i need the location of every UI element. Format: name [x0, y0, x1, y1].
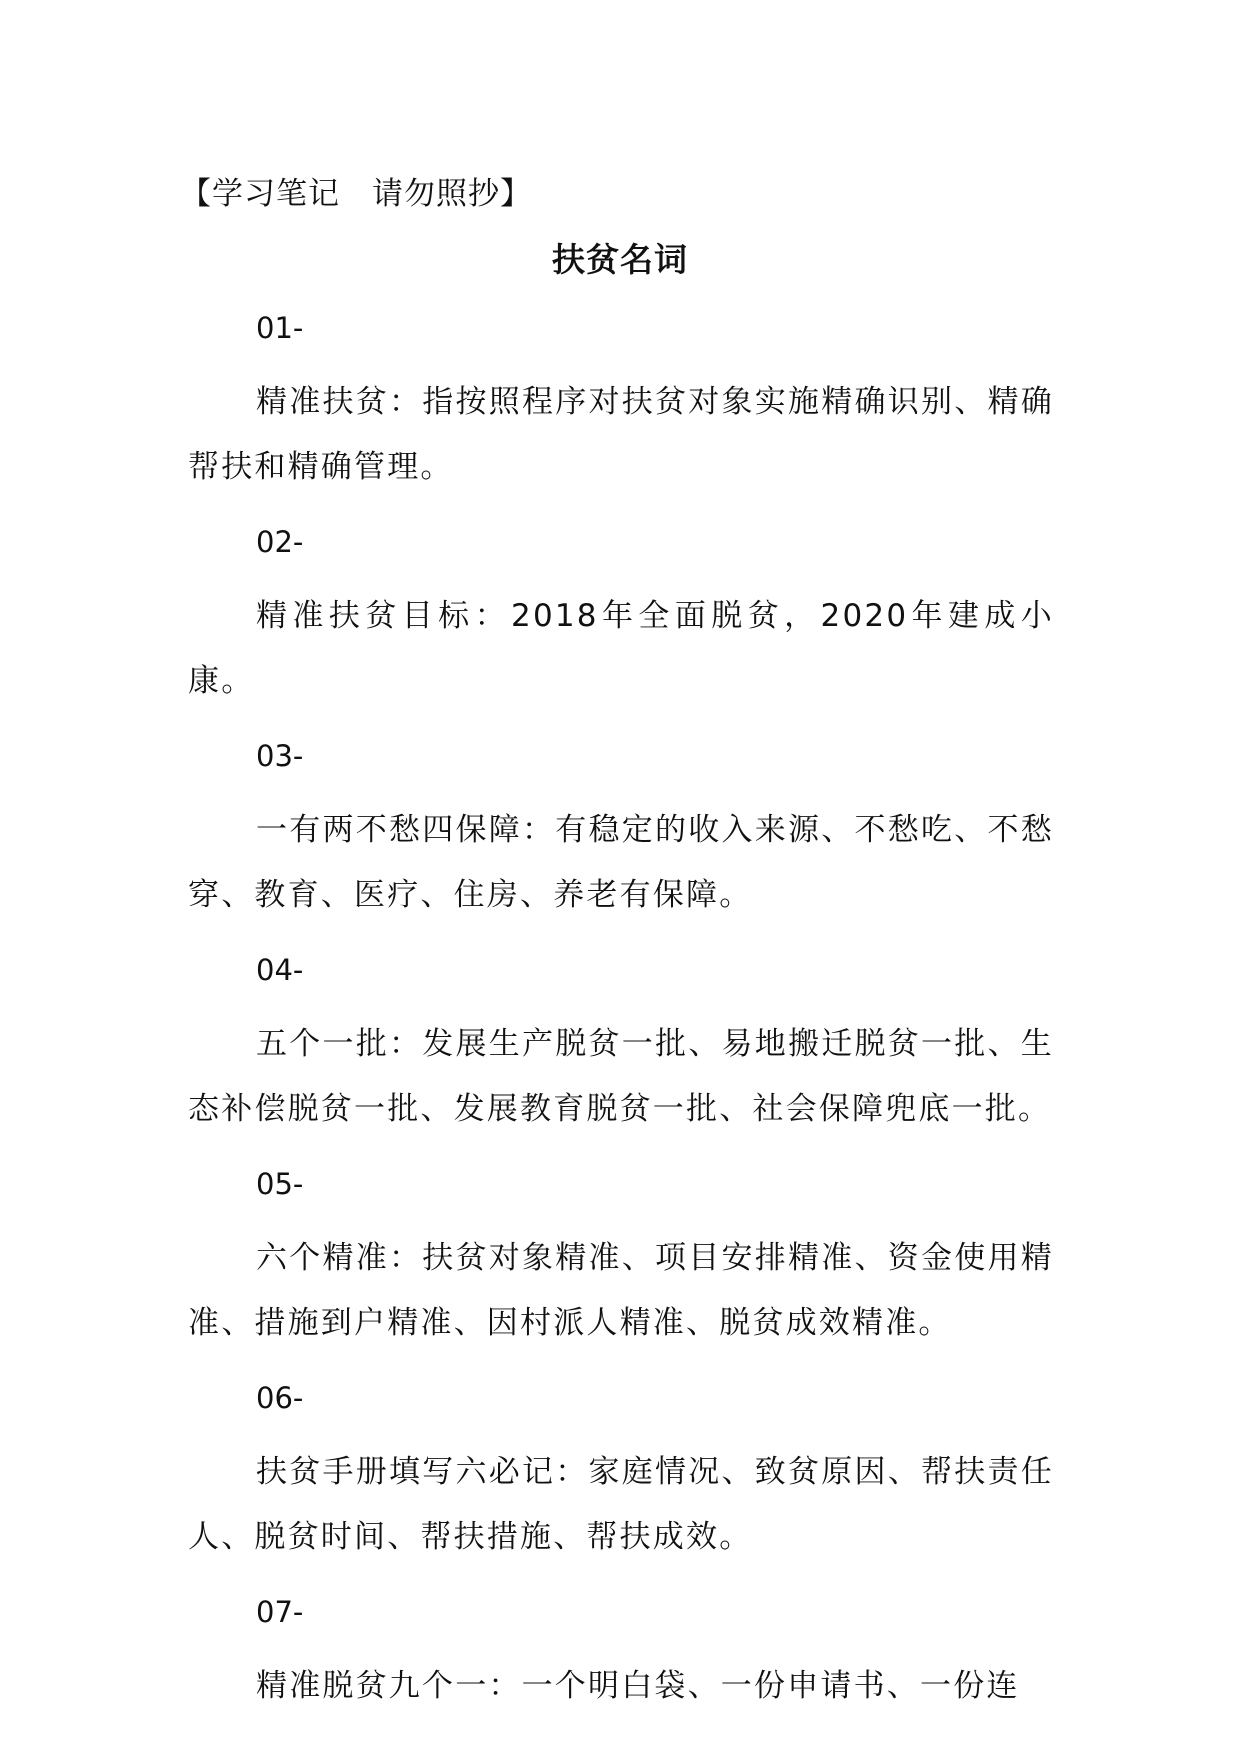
document-title: 扶贫名词: [552, 240, 688, 279]
entry-text: 扶贫手册填写六必记：家庭情况、致贫原因、帮扶责任人、脱贫时间、帮扶措施、帮扶成效。: [188, 1454, 1054, 1555]
entry-06: [188, 1376, 1054, 1570]
entry-03: [188, 734, 1054, 928]
entry-number: 03-: [256, 739, 304, 773]
entry-number: 02-: [256, 525, 304, 559]
entry-text: 一有两不愁四保障：有稳定的收入来源、不愁吃、不愁穿、教育、医疗、住房、养老有保障。: [188, 812, 1054, 913]
entry-05: [188, 1162, 1054, 1356]
entry-number: 01-: [256, 311, 304, 345]
header-note: 【学习笔记 请勿照抄】: [180, 176, 532, 212]
document-body: [188, 306, 1054, 1739]
entry-07: [188, 1590, 1054, 1719]
entry-01: [188, 306, 1054, 500]
entry-text: 五个一批：发展生产脱贫一批、易地搬迁脱贫一批、生态补偿脱贫一批、发展教育脱贫一批、社会保障兜底一批。: [188, 1026, 1054, 1127]
entry-04: [188, 948, 1054, 1142]
entry-number: 06-: [256, 1381, 304, 1415]
entry-text: 精准扶贫：指按照程序对扶贫对象实施精确识别、精确帮扶和精确管理。: [188, 384, 1054, 485]
entry-number: 04-: [256, 953, 304, 987]
entry-text: 精准脱贫九个一：一个明白袋、一份申请书、一份连: [256, 1668, 1020, 1704]
entry-number: 05-: [256, 1167, 304, 1201]
entry-text: 六个精准：扶贫对象精准、项目安排精准、资金使用精准、措施到户精准、因村派人精准、脱贫成效精准。: [188, 1240, 1054, 1341]
entry-text: 精准扶贫目标：2018年全面脱贫，2020年建成小康。: [188, 598, 1054, 699]
entry-02: [188, 520, 1054, 714]
entry-number: 07-: [256, 1595, 304, 1629]
